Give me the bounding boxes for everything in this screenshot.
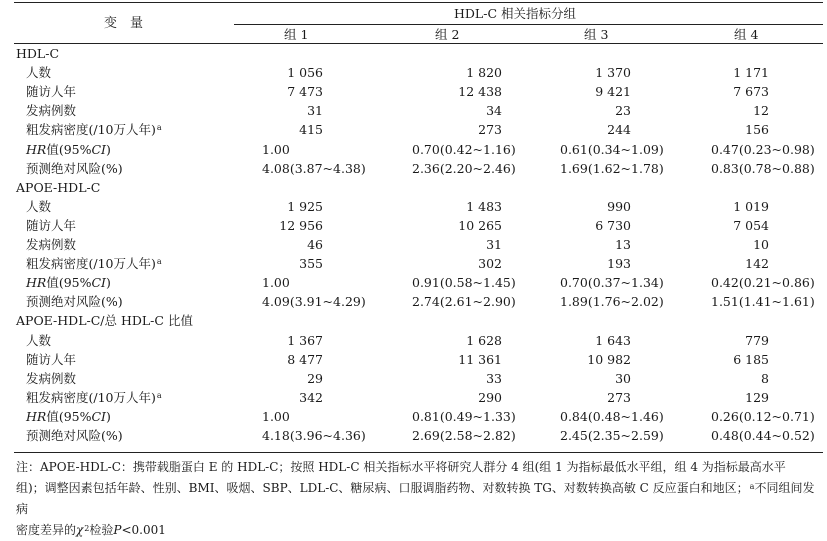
row-label-text: 值(95% <box>46 141 92 157</box>
value-cell-group-3: 30 <box>615 370 631 386</box>
value-cell-group-2: 31 <box>486 237 502 252</box>
value-cell-group-3: 10 982 <box>587 351 631 367</box>
table-bottom-rule <box>14 452 823 453</box>
value-cell-group-3: 23 <box>615 103 631 119</box>
value-cell-group-1: 7 473 <box>287 84 323 100</box>
value-cell-group-3: 6 730 <box>595 217 631 233</box>
value-cell-group-4: 8 <box>761 370 769 386</box>
value-cell-group-4: 142 <box>745 256 769 272</box>
value-cell-group-1: 4.18(3.96~4.36) <box>262 428 366 443</box>
value-cell-group-3: 273 <box>607 389 631 405</box>
row-label-text: 粗发病密度(/10万人年) <box>26 122 156 138</box>
ci-italic: CI <box>91 141 106 157</box>
value-cell-group-3: 13 <box>615 237 631 252</box>
row-label <box>26 276 111 290</box>
value-cell-group-2: 33 <box>486 370 502 386</box>
value-cell-group-4: 1 019 <box>733 198 769 214</box>
value-cell-group-2: 0.81(0.49~1.33) <box>412 408 516 424</box>
value-cell-group-4: 1.51(1.41~1.61) <box>711 294 815 310</box>
footnote-marker: a <box>156 257 162 267</box>
row-label <box>26 162 123 176</box>
row-label <box>26 238 76 252</box>
value-cell-group-4: 0.83(0.78~0.88) <box>711 160 815 176</box>
section-title: APOE-HDL-C <box>16 179 101 195</box>
row-label <box>26 104 76 118</box>
value-cell-group-1: 8 477 <box>287 351 323 367</box>
value-cell-group-1: 1.00 <box>262 141 290 157</box>
value-cell-group-1: 415 <box>299 122 323 138</box>
value-cell-group-4: 0.26(0.12~0.71) <box>711 408 815 424</box>
row-label <box>26 295 123 309</box>
table-top-rule <box>14 2 823 3</box>
value-cell-group-4: 0.47(0.23~0.98) <box>711 141 815 157</box>
row-label-text: 发病例数 <box>26 237 77 252</box>
hr-italic: HR <box>26 408 47 424</box>
value-cell-group-1: 342 <box>299 389 323 405</box>
value-cell-group-3: 0.84(0.48~1.46) <box>560 408 664 424</box>
section-title: APOE-HDL-C/总 HDL-C 比值 <box>16 313 193 329</box>
row-label <box>26 353 76 367</box>
row-label-text: 人数 <box>26 198 52 214</box>
group-header-rule <box>234 24 823 25</box>
row-label-text: 随访人年 <box>26 84 77 100</box>
row-label-text: 粗发病密度(/10万人年) <box>26 389 156 405</box>
footnote-line-1: 注：APOE-HDL-C：携带载脂蛋白 E 的 HDL-C；按照 HDL-C 相关指标水平将研究人群分 4 组(组 1 为指标最低水平组，组 4 为指标最高水平 <box>16 460 786 474</box>
value-cell-group-1: 4.08(3.87~4.38) <box>262 160 366 176</box>
value-cell-group-4: 7 054 <box>733 217 769 233</box>
row-label <box>26 410 111 424</box>
row-label-text: 人数 <box>26 332 52 348</box>
value-cell-group-3: 2.45(2.35~2.59) <box>560 428 664 443</box>
hr-italic: HR <box>26 141 47 157</box>
group-header-4: 组 4 <box>734 27 759 42</box>
value-cell-group-1: 46 <box>307 237 323 252</box>
ci-italic: CI <box>91 408 106 424</box>
p-symbol: P <box>113 523 122 537</box>
value-cell-group-3: 193 <box>607 256 631 272</box>
row-label-text: 随访人年 <box>26 351 77 367</box>
ci-italic: CI <box>91 275 106 291</box>
value-cell-group-4: 12 <box>753 103 769 119</box>
value-cell-group-4: 156 <box>745 122 769 138</box>
footnote-line-3: 密度差异的 <box>16 523 77 537</box>
value-cell-group-3: 9 421 <box>595 84 631 100</box>
value-cell-group-1: 1 925 <box>287 198 323 214</box>
row-label-text: 随访人年 <box>26 217 77 233</box>
value-cell-group-3: 244 <box>607 122 631 138</box>
value-cell-group-1: 29 <box>307 370 323 386</box>
chi-square-sup: 2 <box>84 524 90 533</box>
row-label <box>26 429 123 443</box>
value-cell-group-1: 1.00 <box>262 408 290 424</box>
row-label-text: 发病例数 <box>26 103 77 119</box>
value-cell-group-2: 34 <box>486 103 502 119</box>
group-header-2: 组 2 <box>435 27 460 42</box>
row-label <box>26 123 162 137</box>
row-label <box>26 219 76 233</box>
footnote-line-2: 组)；调整因素包括年龄、性别、BMI、吸烟、SBP、LDL-C、糖尿病、口服调脂药物、对数转换 TG、对数转换高敏 C 反应蛋白和地区； <box>16 481 749 495</box>
row-label <box>26 85 76 99</box>
variable-header: 变 量 <box>104 16 144 31</box>
hr-italic: HR <box>26 275 47 291</box>
row-label-text: 预测绝对风险(%) <box>26 160 123 176</box>
chi-symbol: χ <box>76 523 84 537</box>
value-cell-group-3: 0.70(0.37~1.34) <box>560 275 664 291</box>
group-title-header: HDL-C 相关指标分组 <box>454 6 576 21</box>
value-cell-group-1: 355 <box>299 256 323 272</box>
value-cell-group-2: 2.74(2.61~2.90) <box>412 294 516 310</box>
value-cell-group-2: 10 265 <box>458 217 502 233</box>
p-value: <0.001 <box>121 523 166 537</box>
value-cell-group-4: 0.42(0.21~0.86) <box>711 275 815 291</box>
value-cell-group-1: 4.09(3.91~4.29) <box>262 294 366 310</box>
row-label-text: 预测绝对风险(%) <box>26 428 123 443</box>
value-cell-group-2: 12 438 <box>458 84 502 100</box>
value-cell-group-2: 273 <box>478 122 502 138</box>
row-label-close: ) <box>106 408 111 424</box>
value-cell-group-1: 1 367 <box>287 332 323 348</box>
value-cell-group-3: 1 370 <box>595 65 631 81</box>
value-cell-group-2: 0.91(0.58~1.45) <box>412 275 516 291</box>
value-cell-group-3: 1.89(1.76~2.02) <box>560 294 664 310</box>
value-cell-group-4: 1 171 <box>733 65 769 81</box>
value-cell-group-3: 1.69(1.62~1.78) <box>560 160 664 176</box>
value-cell-group-1: 31 <box>307 103 323 119</box>
value-cell-group-1: 12 956 <box>279 217 323 233</box>
value-cell-group-2: 290 <box>478 389 502 405</box>
row-label-text: 人数 <box>26 65 52 81</box>
value-cell-group-3: 1 643 <box>595 332 631 348</box>
footnote-marker: a <box>156 390 162 400</box>
value-cell-group-1: 1.00 <box>262 275 290 291</box>
value-cell-group-4: 10 <box>753 237 769 252</box>
value-cell-group-4: 6 185 <box>733 351 769 367</box>
row-label-text: 发病例数 <box>26 370 77 386</box>
row-label-text: 值(95% <box>46 408 92 424</box>
header-bottom-rule <box>14 43 823 44</box>
row-label <box>26 334 51 348</box>
value-cell-group-4: 129 <box>745 389 769 405</box>
value-cell-group-2: 1 628 <box>466 332 502 348</box>
row-label <box>26 372 76 386</box>
value-cell-group-2: 1 820 <box>466 65 502 81</box>
value-cell-group-4: 779 <box>745 332 769 348</box>
row-label-text: 粗发病密度(/10万人年) <box>26 256 156 272</box>
value-cell-group-4: 7 673 <box>733 84 769 100</box>
group-header-1: 组 1 <box>284 27 309 42</box>
value-cell-group-2: 11 361 <box>458 351 502 367</box>
row-label <box>26 143 111 157</box>
value-cell-group-2: 302 <box>478 256 502 272</box>
row-label <box>26 391 162 405</box>
group-header-3: 组 3 <box>584 27 609 42</box>
row-label <box>26 66 51 80</box>
value-cell-group-3: 990 <box>607 198 631 214</box>
footnote-test: 检验 <box>89 523 114 537</box>
row-label-close: ) <box>106 141 111 157</box>
value-cell-group-1: 1 056 <box>287 65 323 81</box>
value-cell-group-2: 0.70(0.42~1.16) <box>412 141 516 157</box>
row-label <box>26 257 162 271</box>
value-cell-group-4: 0.48(0.44~0.52) <box>711 428 815 443</box>
table-footnote <box>16 457 822 541</box>
value-cell-group-3: 0.61(0.34~1.09) <box>560 141 664 157</box>
value-cell-group-2: 2.69(2.58~2.82) <box>412 428 516 443</box>
row-label <box>26 200 51 214</box>
row-label-text: 预测绝对风险(%) <box>26 294 123 310</box>
section-title: HDL-C <box>16 46 60 61</box>
row-label-close: ) <box>106 275 111 291</box>
footnote-marker: a <box>156 123 162 133</box>
row-label-text: 值(95% <box>46 275 92 291</box>
footnote-line-2-end: 不同组间发病 <box>16 481 815 516</box>
value-cell-group-2: 2.36(2.20~2.46) <box>412 160 516 176</box>
value-cell-group-2: 1 483 <box>466 198 502 214</box>
footnote-sup-a: a <box>749 482 755 491</box>
